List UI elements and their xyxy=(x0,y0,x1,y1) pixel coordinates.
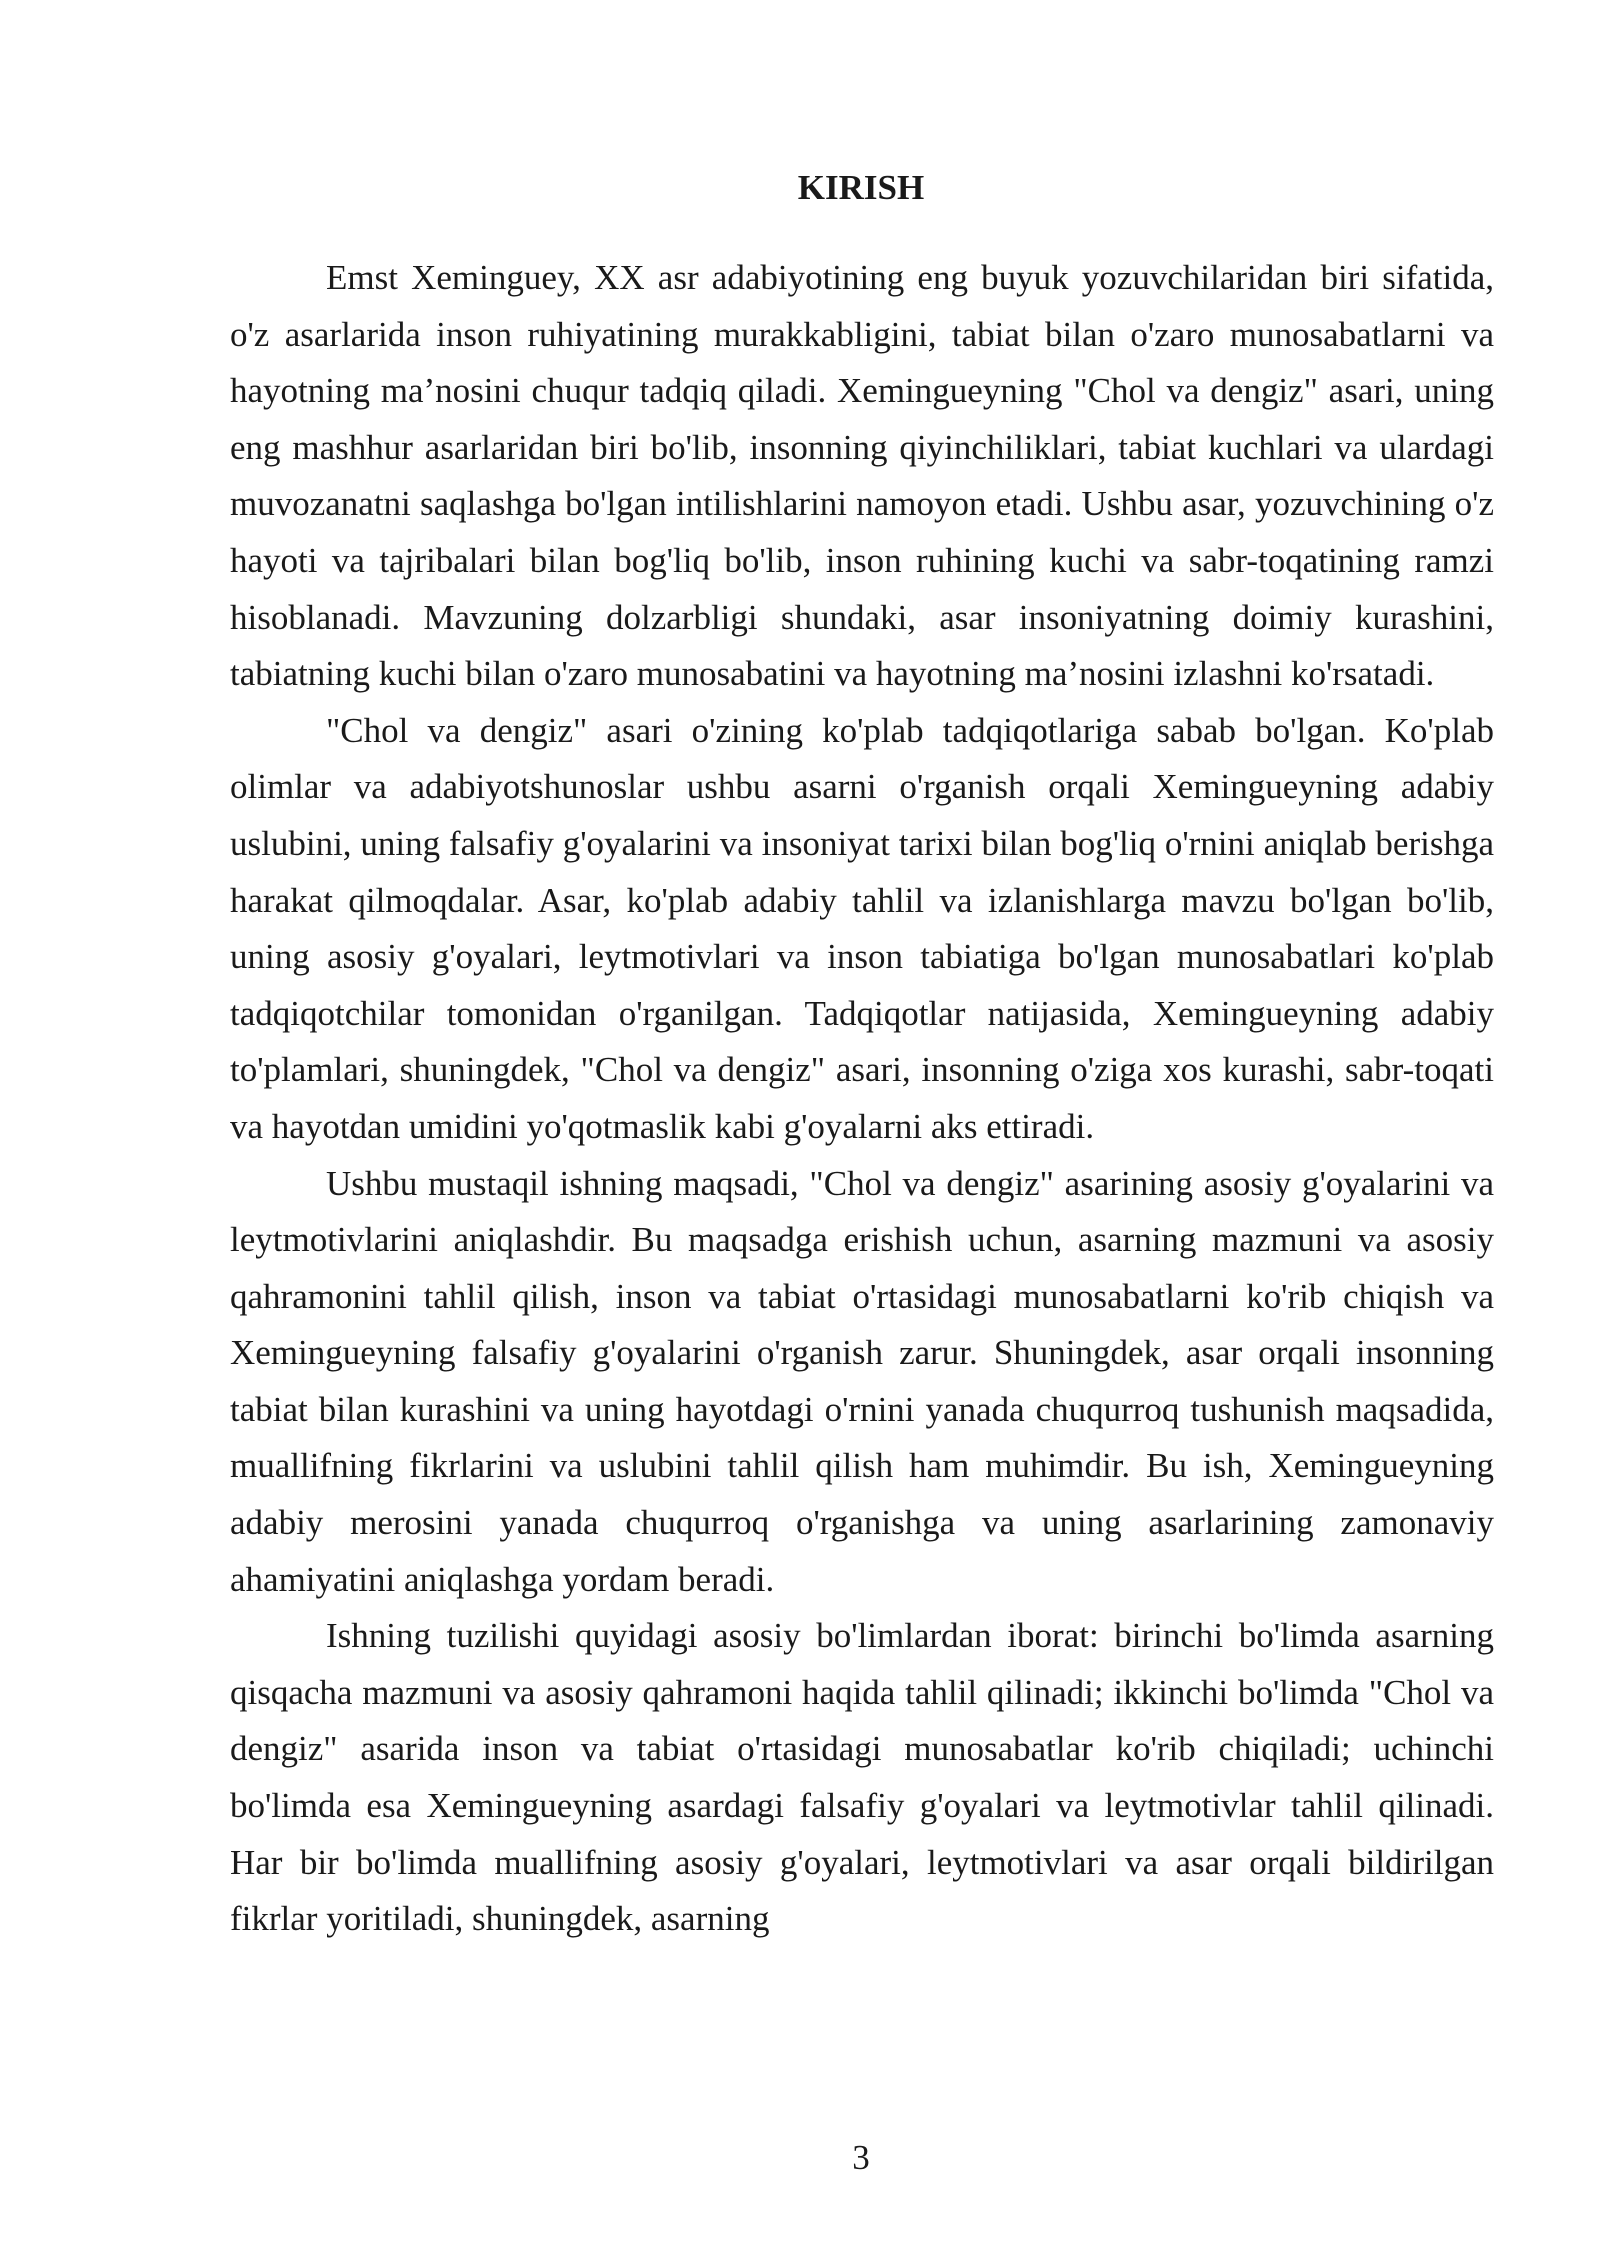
paragraph-research: "Chol va dengiz" asari o'zining ko'plab tadqiqotlariga sabab bo'lgan. Ko'plab olimlar va adabiyotshunoslar ushbu asarni o'rganish orqali Xemingueyning adabiy uslubini, uning falsafiy g'oyalarini va insoniyat tarixi bilan bog'liq o'rnini aniqlab berishga harakat qilmoqdalar. Asar, ko'plab adabiy tahlil va izlanishlarga mavzu bo'lgan bo'lib, uning asosiy g'oyalari, leytmotivlari va inson tabiatiga bo'lgan munosabatlari ko'plab tadqiqotchilar tomonidan o'rganilgan. Tadqiqotlar natijasida, Xemingueyning adabiy to'plamlari, shuningdek, "Chol va dengiz" asari, insonning o'ziga xos kurashi, sabr-toqati va hayotdan umidini yo'qotmaslik kabi g'oyalarni aks ettiradi. xyxy=(230,710,1494,1146)
paragraph-structure: Ishning tuzilishi quyidagi asosiy bo'limlardan iborat: birinchi bo'limda asarning qisqacha mazmuni va asosiy qahramoni haqida tahlil qilinadi; ikkinchi bo'limda "Chol va dengiz" asarida inson va tabiat o'rtasidagi munosabatlar ko'rib chiqiladi; uchinchi bo'limda esa Xemingueyning asardagi falsafiy g'oyalari va leytmotivlar tahlil qilinadi. Har bir bo'limda muallifning asosiy g'oyalari, leytmotivlari va asar orqali bildirilgan fikrlar yoritiladi, shuningdek, asarning xyxy=(230,1616,1494,1939)
section-title: KIRISH xyxy=(797,168,925,207)
paragraph-goal: Ushbu mustaqil ishning maqsadi, "Chol va dengiz" asarining asosiy g'oyalarini va leytmotivlarini aniqlashdir. Bu maqsadga erishish uchun, asarning mazmuni va asosiy qahramonini tahlil qilish, inson va tabiat o'rtasidagi munosabatlarni ko'rib chiqish va Xemingueyning falsafiy g'oyalarini o'rganish zarur. Shuningdek, asar orqali insonning tabiat bilan kurashini va uning hayotdagi o'rnini yanada chuqurroq tushunish maqsadida, muallifning fikrlarini va uslubini tahlil qilish ham muhimdir. Bu ish, Xemingueyning adabiy merosini yanada chuqurroq o'rganishga va uning asarlarining zamonaviy ahamiyatini aniqlashga yordam beradi. xyxy=(230,1163,1494,1599)
body-text xyxy=(230,250,1494,1948)
page-number: 3 xyxy=(852,2138,870,2177)
paragraph-intro: Emst Xeminguey, XX asr adabiyotining eng buyuk yozuvchilaridan biri sifatida, o'z asarlarida inson ruhiyatining murakkabligini, tabiat bilan o'zaro munosabatlarni va hayotning ma’nosini chuqur tadqiq qiladi. Xemingueyning "Chol va dengiz" asari, uning eng mashhur asarlaridan biri bo'lib, insonning qiyinchiliklari, tabiat kuchlari va ulardagi muvozanatni saqlashga bo'lgan intilishlarini namoyon etadi. Ushbu asar, yozuvchining o'z hayoti va tajribalari bilan bog'liq bo'lib, inson ruhining kuchi va sabr-toqatining ramzi hisoblanadi. Mavzuning dolzarbligi shundaki, asar insoniyatning doimiy kurashini, tabiatning kuchi bilan o'zaro munosabatini va hayotning ma’nosini izlashni ko'rsatadi. xyxy=(230,258,1494,694)
